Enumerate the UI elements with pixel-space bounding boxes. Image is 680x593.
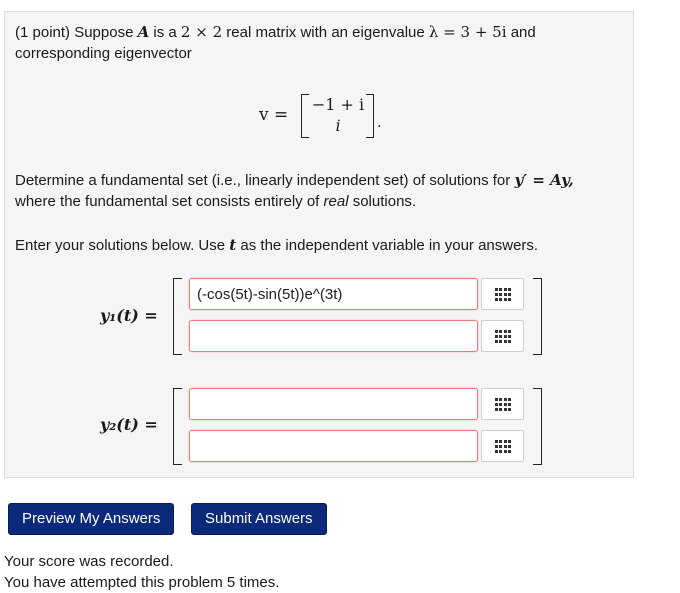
- enter-text-post: as the independent variable in your answers.: [240, 237, 539, 254]
- determine-text-line2: [15, 191, 416, 212]
- problem-panel: [4, 11, 634, 478]
- matrix-dims: 2 × 2: [180, 23, 223, 41]
- eigenvector-right-bracket: [366, 94, 374, 138]
- determine-text: [15, 170, 574, 191]
- independent-variable: t: [229, 236, 237, 254]
- y1-label: y₁(t) =: [100, 306, 158, 325]
- y2-entry-1-input[interactable]: [189, 388, 478, 420]
- ode-equation: y′ = Ay,: [514, 171, 574, 189]
- determine-line2-post: solutions.: [352, 193, 417, 210]
- y2-label: y₂(t) =: [100, 415, 158, 434]
- y1-entry-2-matrix-icon[interactable]: [481, 320, 524, 352]
- determine-line2-em: real: [323, 193, 349, 210]
- eigenvector-entry-1: −1 + i: [311, 95, 365, 114]
- intro-text-4: and: [510, 24, 536, 41]
- eigenvalue: λ = 3 + 5i: [428, 23, 507, 41]
- y1-entry-1-input[interactable]: [189, 278, 478, 310]
- y1-entry-2-input[interactable]: [189, 320, 478, 352]
- y1-right-bracket: [533, 278, 542, 355]
- determine-line2-pre: where the fundamental set consists entirely of: [15, 193, 320, 210]
- submit-answers-button[interactable]: Submit Answers: [191, 503, 327, 535]
- attempts-message: You have attempted this problem 5 times.: [4, 574, 280, 591]
- determine-text-main: Determine a fundamental set (i.e., linearly independent set) of solutions for: [15, 172, 511, 189]
- eigenvector-lhs: v =: [259, 105, 289, 125]
- y1-entry-1-matrix-icon[interactable]: [481, 278, 524, 310]
- preview-answers-button[interactable]: Preview My Answers: [8, 503, 174, 535]
- problem-intro-line2: corresponding eigenvector: [15, 45, 192, 62]
- intro-text-3: real matrix with an eigenvalue: [226, 24, 425, 41]
- y2-entry-2-input[interactable]: [189, 430, 478, 462]
- intro-text-2: is a: [153, 24, 177, 41]
- problem-intro: [15, 22, 536, 43]
- y1-left-bracket: [173, 278, 182, 355]
- enter-instructions: [15, 235, 538, 256]
- eigenvector-entry-2: i: [335, 116, 341, 135]
- y2-entry-2-matrix-icon[interactable]: [481, 430, 524, 462]
- y2-entry-1-matrix-icon[interactable]: [481, 388, 524, 420]
- eigenvector-period: .: [377, 112, 382, 131]
- matrix-symbol: A: [137, 23, 150, 41]
- y2-right-bracket: [533, 388, 542, 465]
- eigenvector-left-bracket: [301, 94, 309, 138]
- eigenvector-equation: [259, 90, 399, 144]
- enter-text-pre: Enter your solutions below. Use: [15, 237, 226, 254]
- y2-left-bracket: [173, 388, 182, 465]
- score-message: Your score was recorded.: [4, 553, 174, 570]
- intro-text: (1 point) Suppose: [15, 24, 134, 41]
